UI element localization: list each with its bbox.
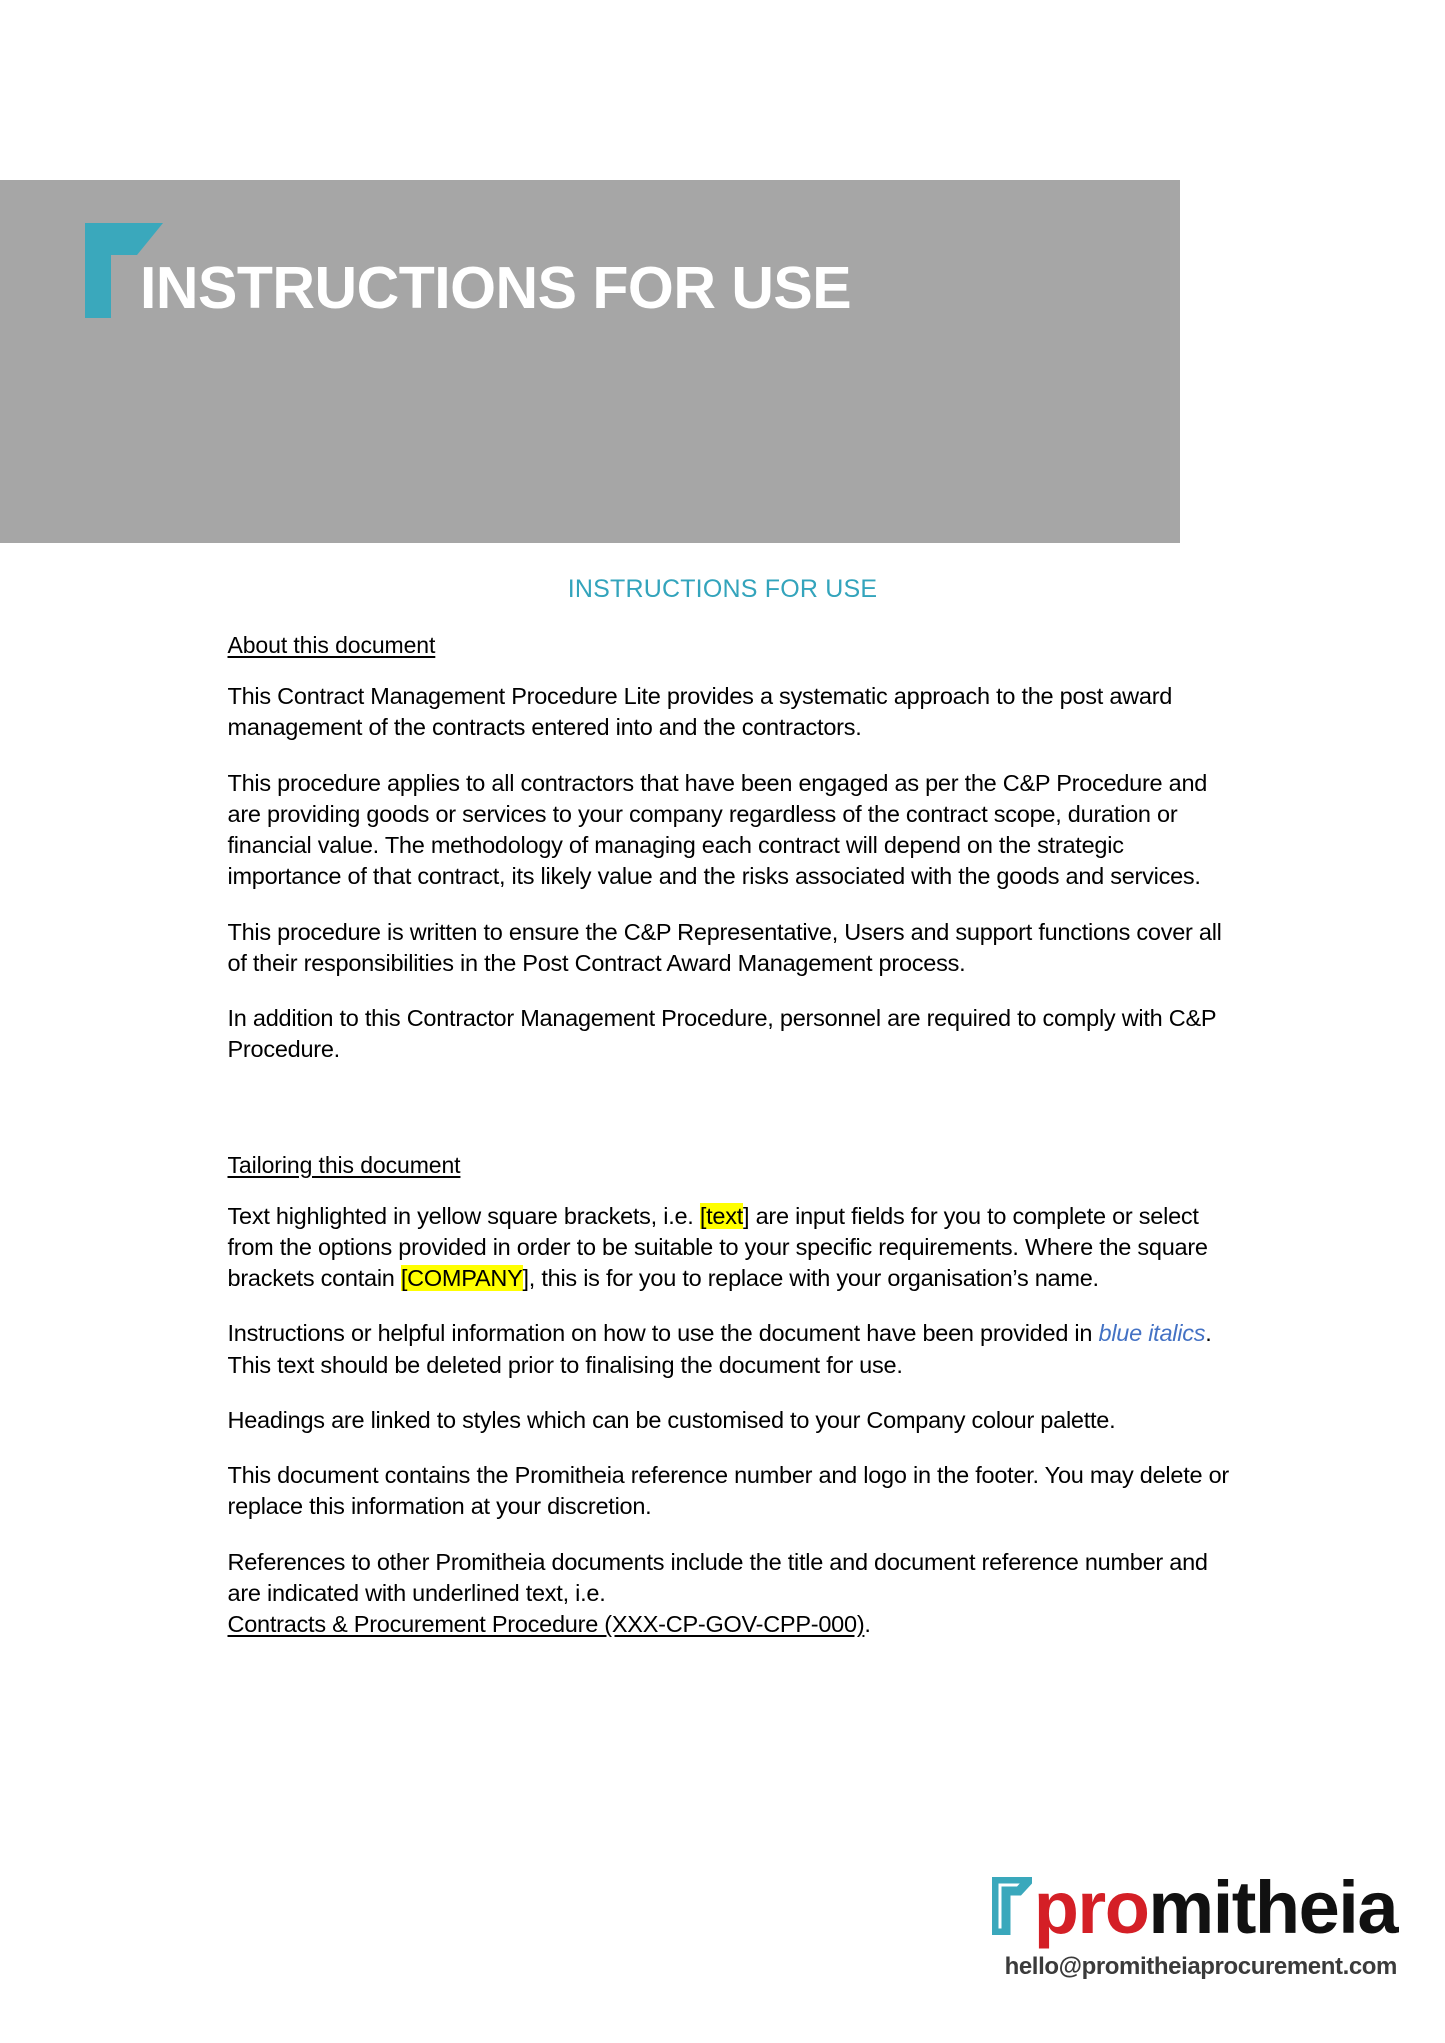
tailoring-text-part-2: ] are input fields for you to complete or select from the options provided in order to be suitable to your specific requirements. Where the square brackets contain [227, 1202, 1208, 1291]
document-content [208, 632, 1238, 1640]
tailoring-text-part-1: Text highlighted in yellow square brackets, i.e. [227, 1202, 700, 1229]
heading-about-this-document: About this document [227, 632, 436, 658]
paragraph-about-2: This procedure applies to all contractors that have been engaged as per the C&P Procedure and are providing goods or services to your company regardless of the contract scope, duration or financial value. The methodology of managing each contract will depend on the strategic importance of that contract, its likely value and the risks associated with the goods and services. [227, 769, 1208, 890]
highlight-text-placeholder: [text [699, 1202, 744, 1229]
header-band [0, 180, 1180, 543]
footer-email[interactable]: hello@promitheiaprocurement.com [1004, 1953, 1397, 1980]
paragraph-tailoring-3: Headings are linked to styles which can be customised to your Company colour palette. [227, 1406, 1116, 1433]
document-reference-link[interactable]: Contracts & Procurement Procedure (XXX-CP-GOV-CPP-000) [227, 1611, 865, 1637]
footer [992, 1861, 1397, 1981]
tailoring-blue-text-part-1: Instructions or helpful information on how to use the document have been provided in [227, 1320, 1099, 1347]
paragraph-tailoring-2 [228, 1318, 1238, 1381]
paragraph-about-4: In addition to this Contractor Management Procedure, personnel are required to comply with C&P Procedure. [227, 1005, 1216, 1063]
blue-italics-sample: blue italics [1098, 1320, 1206, 1347]
section-spacer [228, 1090, 1238, 1152]
wordmark-pro: pro [1033, 1865, 1149, 1949]
promitheia-wordmark [1033, 1865, 1397, 1949]
promitheia-logo [992, 1861, 1397, 1949]
page-title: INSTRUCTIONS FOR USE [140, 255, 852, 321]
section-title: INSTRUCTIONS FOR USE [567, 575, 878, 603]
paragraph-tailoring-5 [228, 1547, 1238, 1641]
reference-intro-text: References to other Promitheia documents include the title and document reference number and are indicated with underlined text, i.e. [227, 1548, 1208, 1606]
tailoring-text-part-3: ], this is for you to replace with your organisation’s name. [522, 1265, 1099, 1291]
highlight-company-placeholder: [COMPANY [400, 1265, 523, 1291]
document-body [0, 575, 1445, 1640]
wordmark-mitheia: mitheia [1148, 1865, 1397, 1949]
paragraph-tailoring-4: This document contains the Promitheia reference number and logo in the footer. You may delete or replace this information at your discretion. [227, 1462, 1229, 1520]
tailoring-blue-text-part-2: . This text should be deleted prior to finalising the document for use. [227, 1320, 1212, 1378]
paragraph-about-3: This procedure is written to ensure the C&P Representative, Users and support functions cover all of their responsibilities in the Post Contract Award Management process. [227, 918, 1222, 976]
paragraph-tailoring-1 [228, 1201, 1238, 1295]
reference-trailing-period: . [864, 1611, 871, 1637]
heading-tailoring-this-document: Tailoring this document [227, 1151, 461, 1178]
paragraph-about-1: This Contract Management Procedure Lite provides a systematic approach to the post award management of the contracts entered into and the contractors. [227, 683, 1173, 741]
promitheia-flag-mark-icon [992, 1877, 1032, 1935]
